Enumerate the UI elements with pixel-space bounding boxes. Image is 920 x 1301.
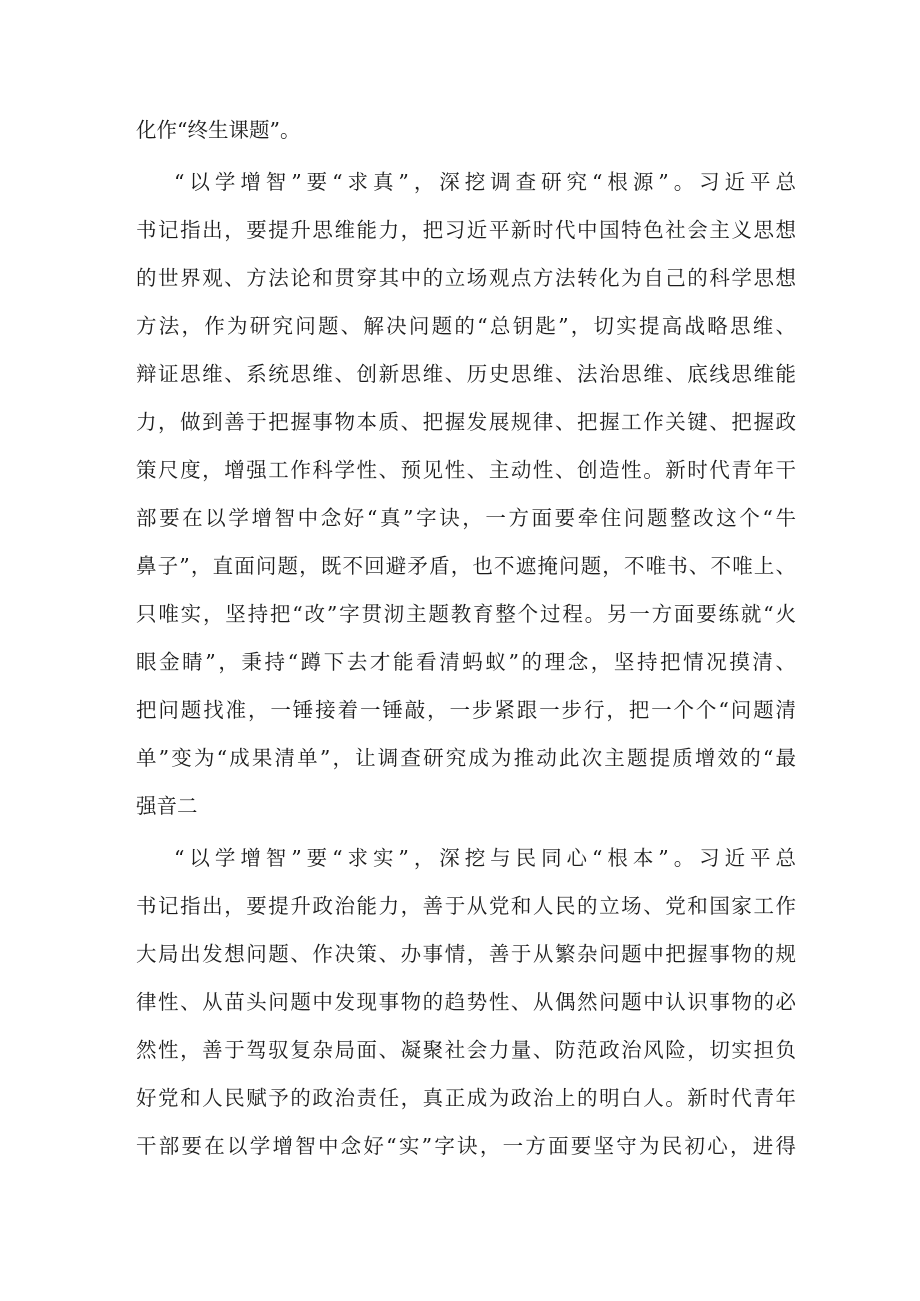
text-line: 干部要在以学增智中念好“实”字诀，一方面要坚守为民初心，进得 [136, 1134, 796, 1158]
text-line: 辩证思维、系统思维、创新思维、历史思维、法治思维、底线思维能 [136, 362, 796, 386]
text-line: 然性，善于驾驭复杂局面、凝聚社会力量、防范政治风险，切实担负 [136, 1038, 796, 1062]
text-line: 书记指出，要提升思维能力，把习近平新时代中国特色社会主义思想 [136, 218, 796, 242]
text-line: 力，做到善于把握事物本质、把握发展规律、把握工作关键、把握政 [136, 410, 796, 434]
paragraph-start-line: “以学增智”要“求实”，深挖与民同心“根本”。习近平总 [174, 846, 796, 870]
text-line: 大局出发想问题、作决策、办事情，善于从繁杂问题中把握事物的规 [136, 942, 796, 966]
text-line: 部要在以学增智中念好“真”字诀，一方面要牵住问题整改这个“牛 [136, 506, 796, 530]
text-line: 化作“终生课题”。 [136, 118, 301, 142]
text-line: 只唯实，坚持把“改”字贯沏主题教育整个过程。另一方面要练就“火 [136, 602, 796, 626]
text-line: 策尺度，增强工作科学性、预见性、主动性、创造性。新时代青年干 [136, 458, 796, 482]
text-line: 单”变为“成果清单”，让调查研究成为推动此次主题提质增效的“最 [136, 746, 796, 770]
text-line: 把问题找准，一锤接着一锤敲，一步紧跟一步行，把一个个“问题清 [136, 698, 796, 722]
text-line: 的世界观、方法论和贯穿其中的立场观点方法转化为自己的科学思想 [136, 266, 796, 290]
text-line: 强音二 [136, 794, 198, 818]
text-line: 律性、从苗头问题中发现事物的趋势性、从偶然问题中认识事物的必 [136, 990, 796, 1014]
text-line: 好党和人民赋予的政治责任，真正成为政治上的明白人。新时代青年 [136, 1086, 796, 1110]
text-line: 眼金睛”，秉持“蹲下去才能看清蚂蚁”的理念，坚持把情况摸清、 [136, 650, 796, 674]
text-line: 鼻子”，直面问题，既不回避矛盾，也不遮掩问题，不唯书、不唯上、 [136, 554, 796, 578]
text-line: 方法，作为研究问题、解决问题的“总钥匙”，切实提高战略思维、 [136, 314, 796, 338]
paragraph-start-line: “以学增智”要“求真”，深挖调查研究“根源”。习近平总 [174, 170, 796, 194]
text-line: 书记指出，要提升政治能力，善于从党和人民的立场、党和国家工作 [136, 894, 796, 918]
